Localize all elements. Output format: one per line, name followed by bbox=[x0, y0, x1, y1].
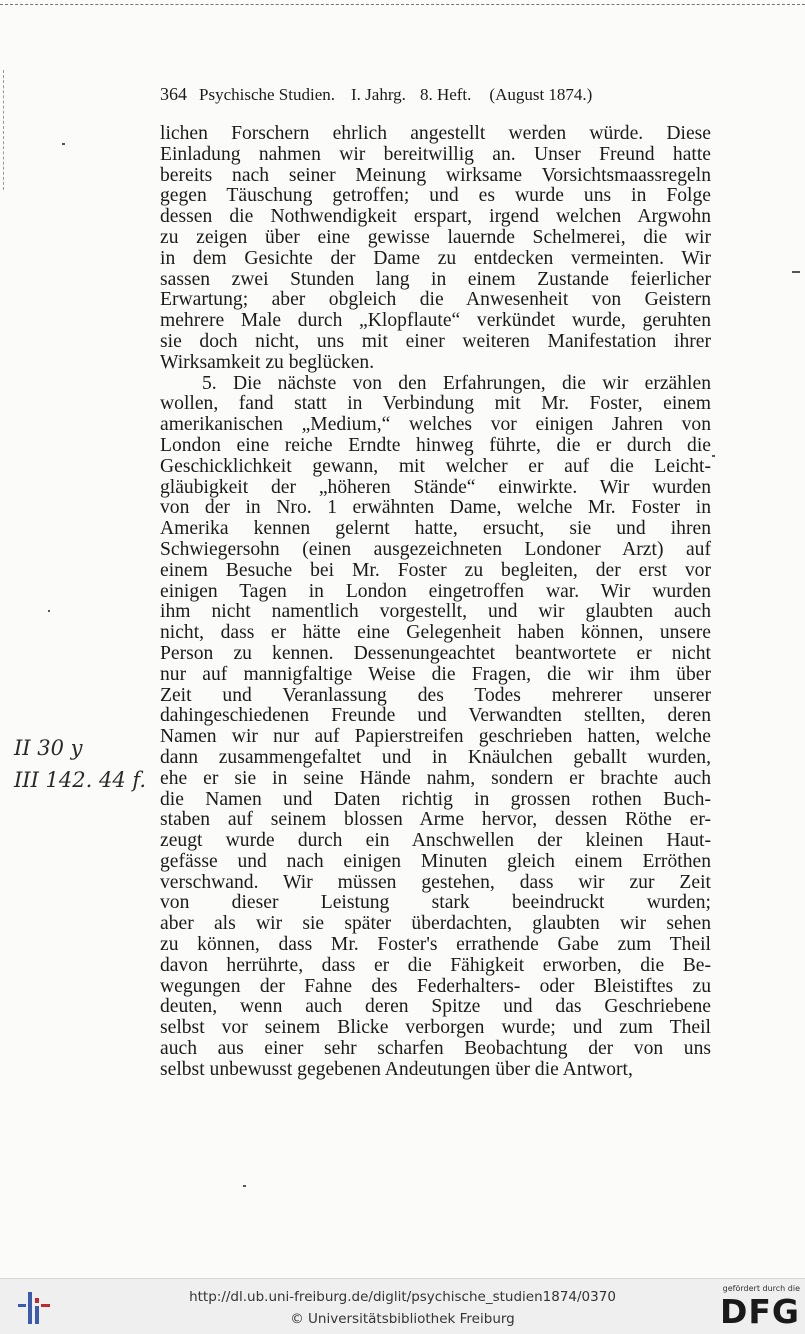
text-line: lichen Forschern ehrlich angestellt werden würde. Diese bbox=[160, 123, 711, 144]
handwritten-margin-note bbox=[14, 736, 154, 806]
text-line: die Namen und Daten richtig in grossen rothen Buch- bbox=[160, 788, 711, 810]
text-line: Einladung nahmen wir bereitwillig an. Unser Freund hatte bbox=[160, 143, 711, 165]
text-line: gläubigkeit der „höheren Stände“ einwirkte. Wir wurden bbox=[160, 476, 711, 498]
text-line: ihm nicht namentlich vorgestellt, und wir glaubten auch bbox=[160, 601, 711, 623]
volume-label: I. Jahrg. bbox=[351, 85, 406, 104]
issue-date: (August 1874.) bbox=[489, 85, 593, 104]
text-line: gefässe und nach einigen Minuten gleich einem Erröthen bbox=[160, 850, 711, 872]
text-line: Zeit und Veranlassung des Todes mehrerer unserer bbox=[160, 684, 711, 706]
text-line: nur auf mannigfaltige Weise die Fragen, die wir ihm über bbox=[160, 663, 711, 685]
page-header bbox=[160, 84, 660, 108]
ink-speck bbox=[62, 143, 65, 145]
text-line: wollen, fand statt in Verbindung mit Mr. Foster, einem bbox=[160, 393, 711, 415]
page-top-edge bbox=[0, 4, 805, 5]
text-line: staben auf seinem blossen Arme hervor, dessen Röthe er- bbox=[160, 809, 711, 831]
page-number: 364 bbox=[160, 84, 187, 104]
text-line: amerikanischen „Medium,“ welches vor einigen Jahren von bbox=[160, 414, 711, 436]
footer-bar bbox=[0, 1278, 805, 1334]
ink-speck bbox=[792, 271, 800, 273]
text-line: Schwiegersohn (einen ausgezeichneten Londoner Arzt) auf bbox=[160, 538, 711, 560]
issue-label: 8. Heft. bbox=[419, 85, 472, 104]
ink-speck bbox=[48, 610, 50, 612]
text-line: von der in Nro. 1 erwähnten Dame, welche Mr. Foster in bbox=[160, 497, 711, 519]
dfg-logo: DFG bbox=[719, 1292, 800, 1331]
running-head: Psychische Studien. bbox=[199, 85, 335, 104]
margin-note-line: III 142. 44 f. bbox=[14, 768, 147, 792]
text-line: Amerika kennen gelernt hatte, ersucht, sie und ihren bbox=[160, 518, 711, 540]
text-line: von dieser Leistung stark beeindruckt wurden; bbox=[160, 892, 711, 914]
text-line: mehrere Male durch „Klopflaute“ verkündet wurde, geruhten bbox=[160, 310, 711, 332]
text-line: deuten, wenn auch deren Spitze und das Geschriebene bbox=[160, 996, 711, 1018]
text-line: in dem Gesichte der Dame zu entdecken vermeinten. Wir bbox=[160, 247, 711, 269]
text-line: ehe er sie in seine Hände nahm, sondern er brachte auch bbox=[160, 767, 711, 789]
text-line: zu zeigen über eine gewisse lauernde Schelmerei, die wir bbox=[160, 226, 711, 248]
text-line: London eine reiche Erndte hinweg führte, die er durch die bbox=[160, 434, 711, 456]
page-left-edge bbox=[3, 70, 4, 190]
text-line: Namen wir nur auf Papierstreifen geschrieben hatten, welche bbox=[160, 726, 711, 748]
text-line: zu können, dass Mr. Foster's errathende Gabe zum Theil bbox=[160, 934, 711, 956]
text-line: Wirksamkeit zu beglücken. bbox=[160, 351, 375, 373]
ink-speck bbox=[712, 455, 715, 457]
dfg-caption: gefördert durch die bbox=[722, 1284, 800, 1293]
text-line: bereits nach seiner Meinung wirksame Vorsichtsmaassregeln bbox=[160, 164, 711, 186]
margin-note-line: II 30 y bbox=[14, 736, 83, 760]
text-line: verschwand. Wir müssen gestehen, dass wir zur Zeit bbox=[160, 871, 711, 893]
text-line: selbst unbewusst gegebenen Andeutungen über die Antwort, bbox=[160, 1058, 633, 1080]
text-line: wegungen der Fahne des Federhalters- oder Bleistiftes zu bbox=[160, 975, 711, 997]
text-line: einem Besuche bei Mr. Foster zu begleiten, der erst vor bbox=[160, 559, 711, 581]
text-line: sie doch nicht, uns mit einer weiteren Manifestation ihrer bbox=[160, 330, 711, 352]
text-line: davon herrührte, dass er die Fähigkeit erworben, die Be- bbox=[160, 954, 711, 976]
text-line: selbst vor seinem Blicke verborgen wurde; und zum Theil bbox=[160, 1017, 711, 1039]
copyright-notice: © Universitätsbibliothek Freiburg bbox=[290, 1311, 515, 1327]
permalink-url[interactable]: http://dl.ub.uni-freiburg.de/diglit/psychische_studien1874/0370 bbox=[189, 1289, 616, 1305]
text-line: aber als wir sie später überdachten, glaubten wir sehen bbox=[160, 913, 711, 935]
text-line: auch aus einer sehr scharfen Beobachtung der von uns bbox=[160, 1038, 711, 1060]
body-text bbox=[160, 124, 711, 1081]
text-line: gegen Täuschung getroffen; und es wurde uns in Folge bbox=[160, 185, 711, 207]
text-line: Geschicklichkeit gewann, mit welcher er auf die Leicht- bbox=[160, 455, 711, 477]
text-line: Erwartung; aber obgleich die Anwesenheit von Geistern bbox=[160, 289, 711, 311]
text-line: dann zusammengefaltet und in Knäulchen geballt wurden, bbox=[160, 746, 711, 768]
text-line: nicht, dass er hätte eine Gelegenheit haben können, unsere bbox=[160, 622, 711, 644]
text-line: einigen Tagen in London eingetroffen war. Wir wurden bbox=[160, 580, 711, 602]
text-line: Person zu kennen. Dessenungeachtet beantwortete er nicht bbox=[160, 642, 711, 664]
text-line: 5. Die nächste von den Erfahrungen, die wir erzählen bbox=[202, 372, 711, 394]
text-line: zeugt wurde durch ein Anschwellen der kleinen Haut- bbox=[160, 830, 711, 852]
text-line: dahingeschiedenen Freunde und Verwandten stellten, deren bbox=[160, 705, 711, 727]
text-line: sassen zwei Stunden lang in einem Zustande feierlicher bbox=[160, 268, 711, 290]
ink-speck bbox=[243, 1185, 246, 1187]
text-line: dessen die Nothwendigkeit erspart, irgend welchen Argwohn bbox=[160, 206, 711, 228]
